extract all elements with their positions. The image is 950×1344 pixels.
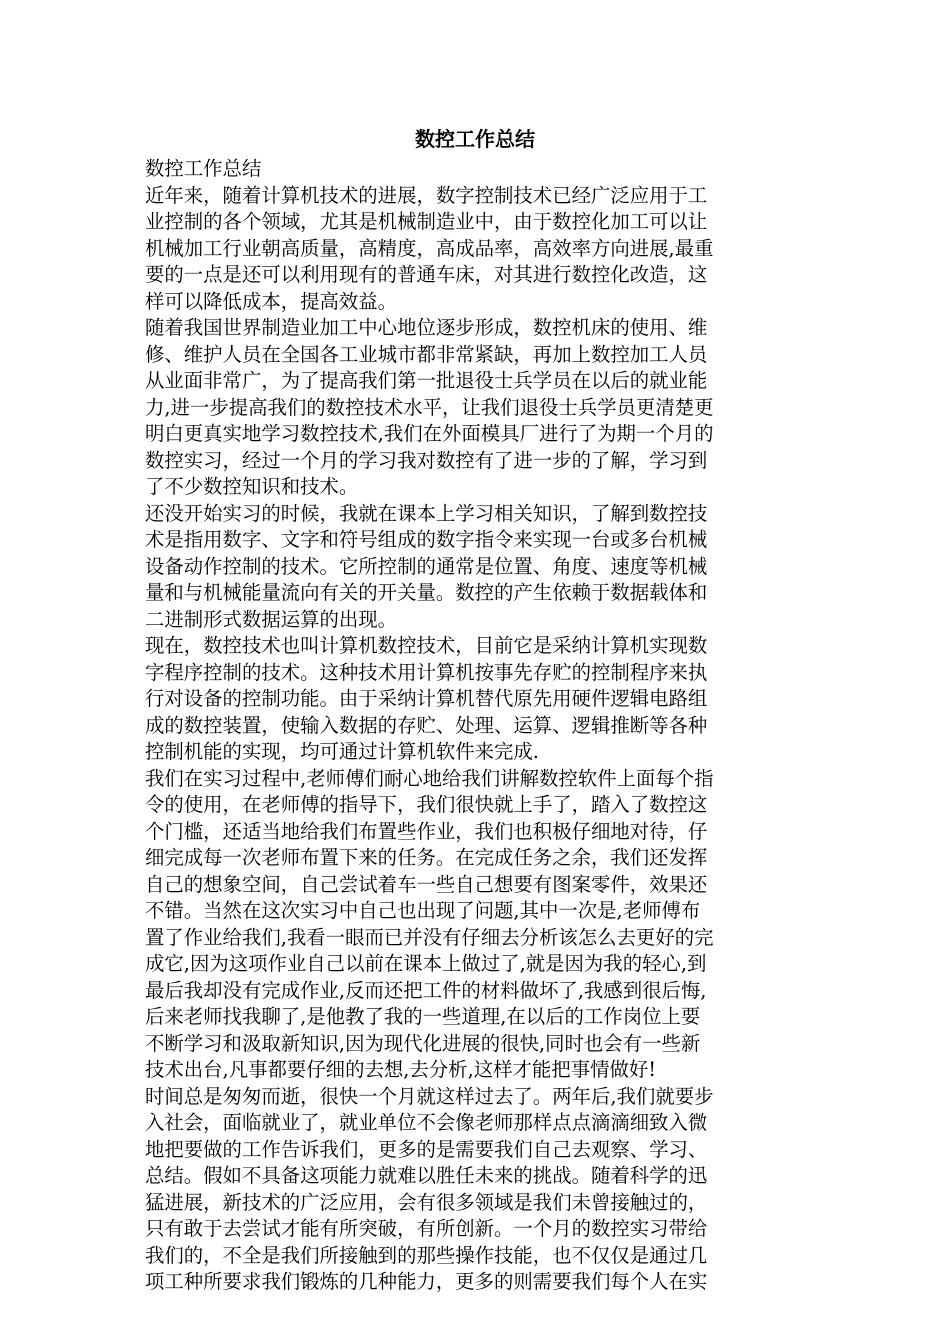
document-text-line: 了不少数控知识和技术。 [145,475,359,498]
document-text-line: 力,进一步提高我们的数控技术水平，让我们退役士兵学员更清楚更 [145,395,714,419]
document-text-line: 机械加工行业朝高质量，高精度，高成品率，高效率方向进展,最重 [145,236,714,260]
document-text-line: 时间总是匆匆而逝，很快一个月就这样过去了。两年后,我们就要步 [145,1084,714,1108]
document-text-line: 不断学习和汲取新知识,因为现代化进展的很快,同时也会有一些新 [145,1031,701,1055]
document-text-line: 明白更真实地学习数控技术,我们在外面模具厂进行了为期一个月的 [145,422,714,445]
document-text-line: 猛进展，新技术的广泛应用，会有很多领域是我们未曾接触过的， [145,1190,708,1214]
document-text-line: 成的数控装置，使输入数据的存贮、处理、运算、逻辑推断等各种 [145,713,708,737]
document-text-line: 现在，数控技术也叫计算机数控技术，目前它是采纳计算机实现数 [145,634,708,657]
document-text-line: 设备动作控制的技术。它所控制的通常是位置、角度、速度等机械 [145,554,708,578]
document-text-line: 最后我却没有完成作业,反而还把工件的材料做坏了,我感到很后悔, [145,978,707,1002]
document-text-line: 不错。当然在这次实习中自己也出现了问题,其中一次是,老师傅布 [145,899,701,922]
document-text-line: 数控实习，经过一个月的学习我对数控有了进一步的了解，学习到 [145,448,708,472]
document-text-line: 字程序控制的技术。这种技术用计算机按事先存贮的控制程序来执 [145,660,708,684]
document-text-line: 量和与机械能量流向有关的开关量。数控的产生依赖于数据载体和 [145,581,708,604]
document-title: 数控工作总结 [415,127,535,151]
document-text-line: 个门槛，还适当地给我们布置些作业，我们也积极仔细地对待，仔 [145,819,708,843]
document-text-line: 地把要做的工作告诉我们，更多的是需要我们自己去观察、学习、 [145,1137,708,1161]
document-text-line: 置了作业给我们,我看一眼而已并没有仔细去分析该怎么去更好的完 [145,925,714,949]
document-text-line: 令的使用，在老师傅的指导下，我们很快就上手了，踏入了数控这 [145,793,708,816]
document-text-line: 随着我国世界制造业加工中心地位逐步形成，数控机床的使用、维 [145,316,708,339]
document-text-line: 还没开始实习的时候，我就在课本上学习相关知识，了解到数控技 [145,501,708,525]
document-text-line: 我们的，不全是我们所接触到的那些操作技能，也不仅仅是通过几 [145,1243,708,1267]
document-text-line: 近年来，随着计算机技术的进展，数字控制技术已经广泛应用于工 [145,183,708,207]
document-text-line: 总结。假如不具备这项能力就难以胜任未来的挑战。随着科学的迅 [145,1164,708,1187]
document-text-line: 细完成每一次老师布置下来的任务。在完成任务之余，我们还发挥 [145,846,708,869]
document-text-line: 术是指用数字、文字和符号组成的数字指令来实现一台或多台机械 [145,528,708,551]
document-text-line: 二进制形式数据运算的出现。 [145,607,398,631]
document-text-line: 只有敢于去尝试才能有所突破，有所创新。一个月的数控实习带给 [145,1217,708,1240]
document-text-line: 后来老师找我聊了,是他教了我的一些道理,在以后的工作岗位上要 [145,1005,701,1028]
document-page [145,122,805,1296]
document-text-line: 行对设备的控制功能。由于采纳计算机替代原先用硬件逻辑电路组 [145,687,708,710]
document-text-line: 成它,因为这项作业自己以前在课本上做过了,就是因为我的轻心,到 [145,952,707,975]
document-text-line: 控制机能的实现，均可通过计算机软件来完成. [145,740,539,763]
document-text-line: 技术出台,凡事都要仔细的去想,去分析,这样才能把事情做好! [145,1058,657,1081]
document-text-line: 修、维护人员在全国各工业城市都非常紧缺，再加上数控加工人员 [145,342,708,366]
document-body [145,156,805,1296]
document-text-line: 从业面非常广，为了提高我们第一批退役士兵学员在以后的就业能 [145,369,708,392]
document-text-line: 业控制的各个领域，尤其是机械制造业中，由于数控化加工可以让 [145,210,708,233]
document-text-line: 项工种所要求我们锻炼的几种能力，更多的则需要我们每个人在实 [145,1270,708,1293]
document-text-line: 样可以降低成本，提高效益。 [145,289,398,313]
document-text-line: 我们在实习过程中,老师傅们耐心地给我们讲解数控软件上面每个指 [145,766,714,790]
document-text-line: 自己的想象空间，自己尝试着车一些自己想要有图案零件，效果还 [145,872,708,896]
document-text-line: 要的一点是还可以利用现有的普通车床，对其进行数控化改造，这 [145,263,708,286]
document-text-line: 入社会，面临就业了，就业单位不会像老师那样点点滴滴细致入微 [145,1111,708,1134]
document-text-line: 数控工作总结 [145,157,262,180]
